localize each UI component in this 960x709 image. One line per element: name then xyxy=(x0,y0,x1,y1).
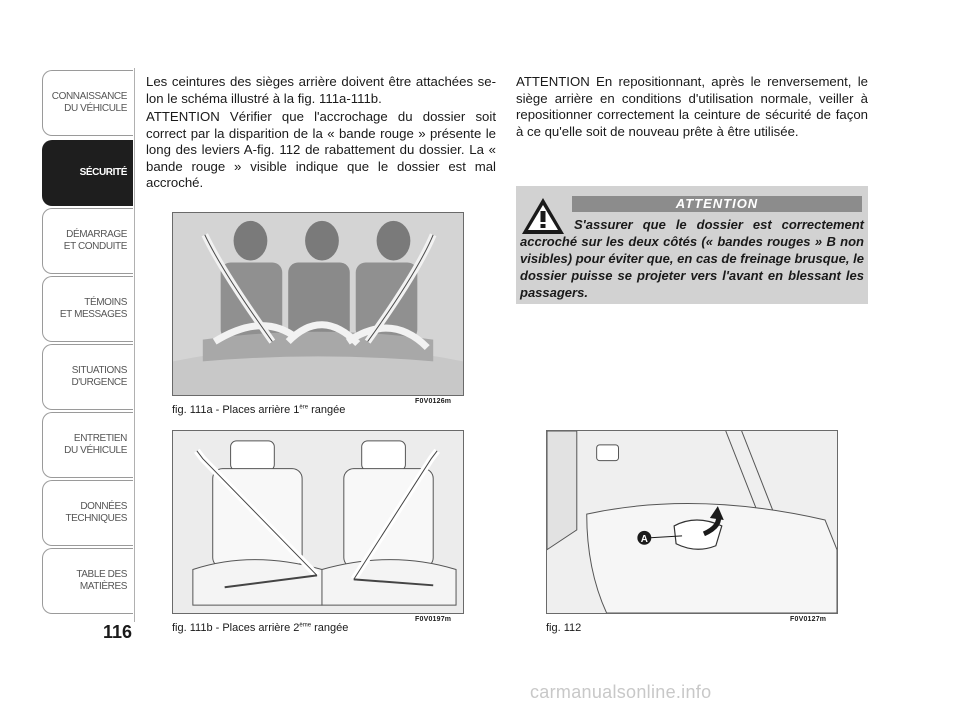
tab-situations-urgence[interactable]: SITUATIONS D'URGENCE xyxy=(42,344,133,410)
tab-donnees-techniques[interactable]: DONNÉES TECHNIQUES xyxy=(42,480,133,546)
figure-112-image xyxy=(546,430,838,614)
figure-111a-caption: fig. 111a - Places arrière 1ère rangée xyxy=(172,404,346,416)
page-number: 116 xyxy=(102,622,132,642)
watermark-text: carmanualsonline.info xyxy=(530,682,712,702)
attention-paragraph-repositioning: ATTENTION En repositionnant, après le renversement, le siège arrière en conditions d'utilisation normale, veiller à repositionner correctement la ceinture de sécurité de façon à ce qu'elle soit de nouveau prête à être utilisée. xyxy=(516,74,868,139)
figure-111b-code: F0V0197m xyxy=(415,616,452,623)
tab-temoins-messages[interactable]: TÉMOINS ET MESSAGES xyxy=(42,276,133,342)
warning-title: ATTENTION xyxy=(572,196,862,212)
figure-111a-image xyxy=(172,212,464,396)
intro-paragraph: Les ceintures des sièges arrière doivent être attachées se-lon le schéma illustré à la fig. 111a-111b. xyxy=(146,74,496,106)
sidebar-divider xyxy=(134,68,135,622)
tab-entretien-vehicule[interactable]: ENTRETIEN DU VÉHICULE xyxy=(42,412,133,478)
figure-112-marker-label: A xyxy=(640,533,648,545)
figure-111a-code: F0V0126m xyxy=(415,398,452,405)
tab-connaissance-vehicule[interactable]: CONNAISSANCE DU VÉHICULE xyxy=(42,70,133,136)
figure-111b-caption: fig. 111b - Places arrière 2ème rangée xyxy=(172,622,349,634)
attention-paragraph-backrest: ATTENTION Vérifier que l'accrochage du dossier soit correct par la disparition de la « bande rouge » présente le long des leviers A-fig. 112 de rabattement du dossier. La « bande rouge » visible indique que le dossier est mal accroché. xyxy=(146,109,496,190)
figure-111b-image xyxy=(172,430,464,614)
figure-112-caption: fig. 112 xyxy=(546,622,582,634)
tab-securite[interactable]: SÉCURITÉ xyxy=(42,140,133,206)
warning-text: S'assurer que le dossier est correctement accroché sur les deux côtés (« bandes rouges » B non visibles) pour éviter que, en cas de freinage brusque, le dossier puisse se projeter vers l'avant en blessant les passagers. xyxy=(520,217,864,300)
figure-112-code: F0V0127m xyxy=(790,616,827,623)
tab-demarrage-conduite[interactable]: DÉMARRAGE ET CONDUITE xyxy=(42,208,133,274)
tab-table-matieres[interactable]: TABLE DES MATIÈRES xyxy=(42,548,133,614)
